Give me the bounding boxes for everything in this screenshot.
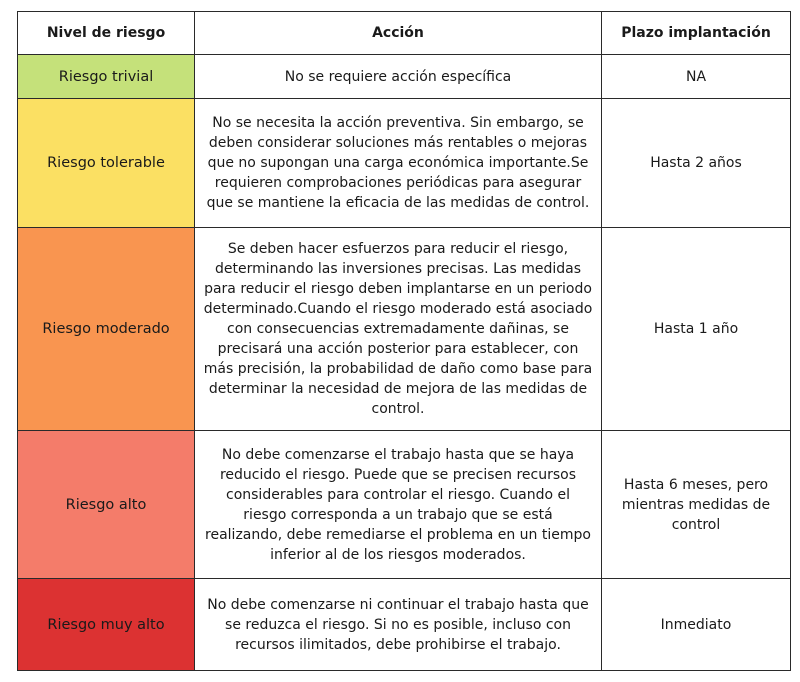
deadline-cell: Inmediato bbox=[602, 579, 791, 671]
table-row-very-high bbox=[18, 579, 791, 671]
deadline-cell: Hasta 2 años bbox=[602, 99, 791, 228]
header-level: Nivel de riesgo bbox=[18, 12, 195, 55]
action-cell: No debe comenzarse ni continuar el trabajo hasta que se reduzca el riesgo. Si no es posible, incluso con recursos ilimitados, debe prohibirse el trabajo. bbox=[195, 579, 602, 671]
risk-level-cell: Riesgo trivial bbox=[18, 55, 195, 99]
table-row-trivial bbox=[18, 55, 791, 99]
deadline-cell: Hasta 6 meses, pero mientras medidas de control bbox=[602, 431, 791, 579]
table-header-row bbox=[18, 12, 791, 55]
deadline-cell: NA bbox=[602, 55, 791, 99]
risk-level-cell: Riesgo moderado bbox=[18, 228, 195, 431]
action-cell: No debe comenzarse el trabajo hasta que se haya reducido el riesgo. Puede que se precisen recursos considerables para controlar el riesgo. Cuando el riesgo corresponda a un trabajo que se está realizando, debe remediarse el problema en un tiempo inferior al de los riesgos moderados. bbox=[195, 431, 602, 579]
header-deadline: Plazo implantación bbox=[602, 12, 791, 55]
risk-level-cell: Riesgo alto bbox=[18, 431, 195, 579]
risk-level-cell: Riesgo muy alto bbox=[18, 579, 195, 671]
table-row-moderate bbox=[18, 228, 791, 431]
deadline-cell: Hasta 1 año bbox=[602, 228, 791, 431]
action-cell: No se requiere acción específica bbox=[195, 55, 602, 99]
risk-level-table bbox=[17, 11, 791, 671]
risk-level-cell: Riesgo tolerable bbox=[18, 99, 195, 228]
action-cell: No se necesita la acción preventiva. Sin embargo, se deben considerar soluciones más rentables o mejoras que no supongan una carga económica importante.Se requieren comprobaciones periódicas para asegurar que se mantiene la eficacia de las medidas de control. bbox=[195, 99, 602, 228]
action-cell: Se deben hacer esfuerzos para reducir el riesgo, determinando las inversiones precisas. Las medidas para reducir el riesgo deben implantarse en un periodo determinado.Cuando el riesgo moderado está asociado con consecuencias extremadamente dañinas, se precisará una acción posterior para establecer, con más precisión, la probabilidad de daño como base para determinar la necesidad de mejora de las medidas de control. bbox=[195, 228, 602, 431]
header-action: Acción bbox=[195, 12, 602, 55]
table-row-high bbox=[18, 431, 791, 579]
table-row-tolerable bbox=[18, 99, 791, 228]
